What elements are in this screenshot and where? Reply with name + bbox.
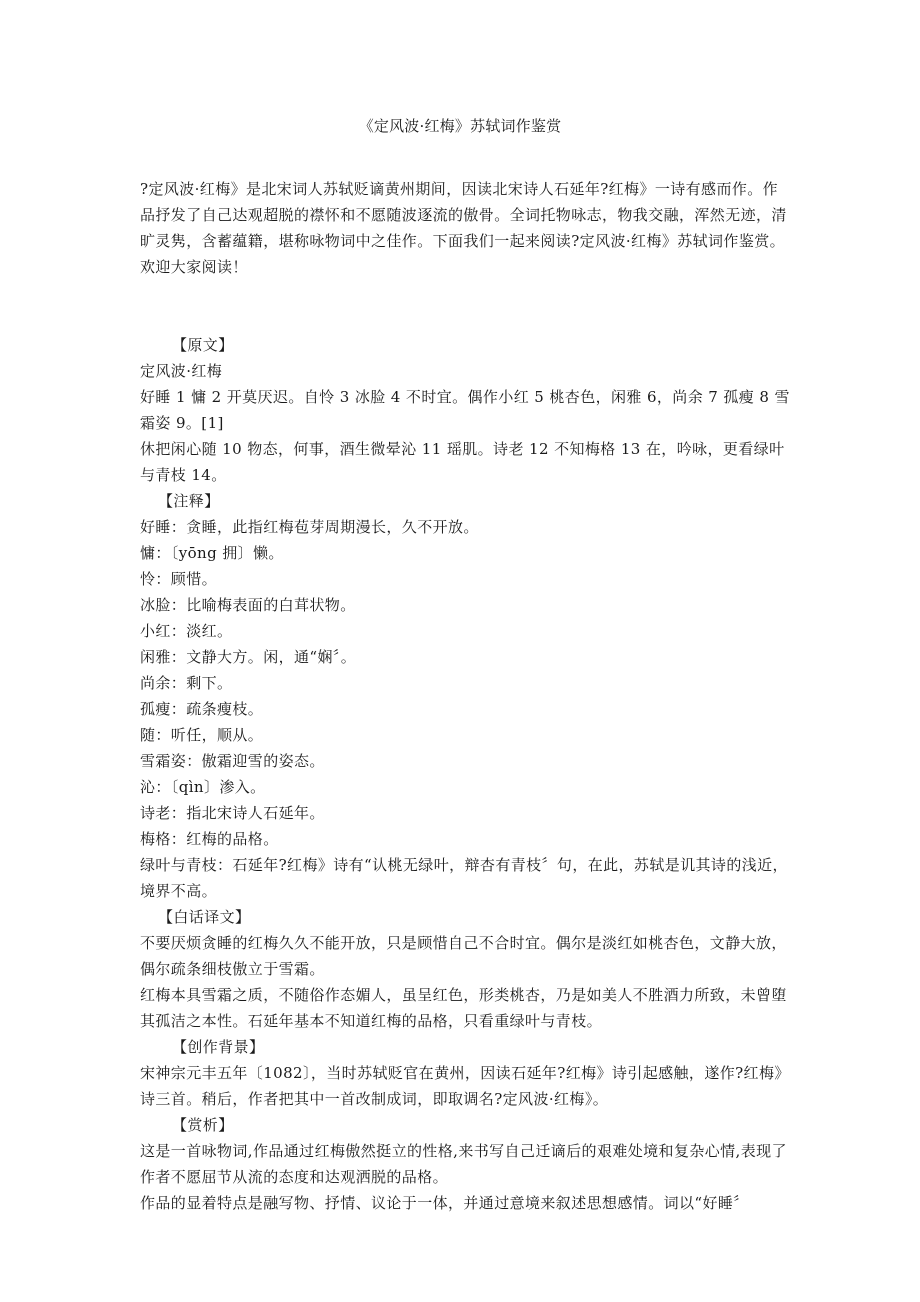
note-item: 雪霜姿：傲霜迎雪的姿态。 bbox=[140, 752, 325, 770]
poem-line: 休把闲心随 10 物态，何事，酒生微晕沁 11 瑶肌。诗老 12 不知梅格 13 在，吟咏，更看绿叶与青枝 14。 bbox=[140, 440, 785, 484]
note-item: 怜：顾惜。 bbox=[140, 570, 218, 588]
note-item: 沁：〔qìn〕渗入。 bbox=[140, 778, 266, 796]
background-heading: 【创作背景】 bbox=[172, 1038, 265, 1056]
note-item: 慵：〔yōng 拥〕懒。 bbox=[140, 544, 284, 562]
poem-title: 定风波·红梅 bbox=[140, 362, 223, 380]
note-item: 绿叶与青枝：石延年?红梅》诗有“认桃无绿叶，辩杏有青枝〞句，在此，苏轼是讥其诗的浅近，境界不高。 bbox=[140, 856, 788, 900]
translation-paragraph: 不要厌烦贪睡的红梅久久不能开放，只是顾惜自己不合时宜。偶尔是淡红如桃杏色，文静大放，偶尔疏条细枝傲立于雪霜。 bbox=[140, 934, 787, 978]
appreciation-heading: 【赏析】 bbox=[172, 1116, 234, 1134]
intro-paragraph: ?定风波·红梅》是北宋词人苏轼贬谪黄州期间，因读北宋诗人石延年?红梅》一诗有感而作。作品抒发了自己达观超脱的襟怀和不愿随波逐流的傲骨。全词托物咏志，物我交融，浑然无迹，清旷灵隽，含蓄蕴籍，堪称咏物词中之佳作。下面我们一起来阅读?定风波·红梅》苏轼词作鉴赏。欢迎大家阅读！ bbox=[140, 180, 787, 276]
notes-heading: 【注释】 bbox=[158, 492, 220, 510]
poem-line: 好睡 1 慵 2 开莫厌迟。自怜 3 冰脸 4 不时宜。偶作小红 5 桃杏色，闲雅 6，尚余 7 孤瘦 8 雪霜姿 9。[1] bbox=[140, 388, 790, 432]
background-paragraph: 宋神宗元丰五年〔1082〕，当时苏轼贬官在黄州，因读石延年?红梅》诗引起感触，遂作?红梅》诗三首。稍后，作者把其中一首改制成词，即取调名?定风波·红梅》。 bbox=[140, 1064, 790, 1108]
note-item: 好睡：贪睡，此指红梅苞芽周期漫长，久不开放。 bbox=[140, 518, 479, 536]
note-item: 尚余：剩下。 bbox=[140, 674, 233, 692]
document-body bbox=[140, 176, 790, 1216]
note-item: 梅格：红梅的品格。 bbox=[140, 830, 279, 848]
appreciation-paragraph: 这是一首咏物词,作品通过红梅傲然挺立的性格,来书写自己迁谪后的艰难处境和复杂心情,表现了作者不愿屈节从流的态度和达观洒脱的品格。 bbox=[140, 1142, 787, 1186]
note-item: 小红：淡红。 bbox=[140, 622, 233, 640]
note-item: 闲雅：文静大方。闲，通“娴〞。 bbox=[140, 648, 357, 666]
original-heading: 【原文】 bbox=[172, 336, 234, 354]
note-item: 孤瘦：疏条瘦枝。 bbox=[140, 700, 264, 718]
document-title: 《定风波·红梅》苏轼词作鉴赏 bbox=[358, 117, 562, 135]
translation-paragraph: 红梅本具雪霜之质，不随俗作态媚人，虽呈红色，形类桃杏，乃是如美人不胜酒力所致，未曾堕其孤洁之本性。石延年基本不知道红梅的品格，只看重绿叶与青枝。 bbox=[140, 986, 787, 1030]
note-item: 诗老：指北宋诗人石延年。 bbox=[140, 804, 325, 822]
translation-heading: 【白话译文】 bbox=[158, 908, 251, 926]
note-item: 冰脸：比喻梅表面的白茸状物。 bbox=[140, 596, 356, 614]
note-item: 随：听任，顺从。 bbox=[140, 726, 264, 744]
appreciation-paragraph: 作品的显着特点是融写物、抒情、议论于一体，并通过意境来叙述思想感情。词以“好睡〞 bbox=[140, 1194, 749, 1212]
